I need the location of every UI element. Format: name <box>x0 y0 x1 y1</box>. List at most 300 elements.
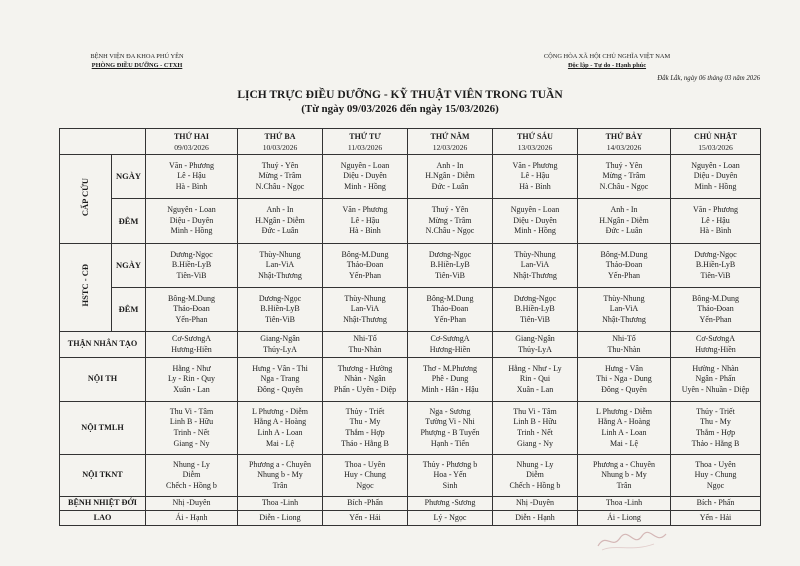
duty-entry: Yến - Hải <box>699 512 732 522</box>
duty-entry: Trinh - Nết <box>173 428 210 437</box>
duty-cell <box>146 332 238 358</box>
duty-cell <box>493 332 578 358</box>
duty-entry: Yến-Phan <box>175 314 208 324</box>
duty-entry: Nhật-Thương <box>343 314 387 324</box>
duty-cell <box>578 288 671 332</box>
department-label: NỘI TMLH <box>60 402 146 455</box>
day-header-row <box>60 129 761 155</box>
duty-cell <box>323 199 408 244</box>
day-name: THỨ NĂM <box>430 131 470 141</box>
shift-label: NGÀY <box>112 155 146 199</box>
department-label: NỘI TKNT <box>60 455 146 497</box>
duty-cell <box>408 455 493 497</box>
schedule-row <box>60 199 761 244</box>
duty-entry: Thùy-Nhung <box>259 249 301 259</box>
duty-cell <box>408 358 493 402</box>
schedule-row <box>60 358 761 402</box>
duty-entry: Diễn - Liong <box>259 512 301 522</box>
duty-entry: B.Hiền-LyB <box>515 304 555 314</box>
duty-entry: Ngọc <box>706 480 725 490</box>
duty-cell <box>493 288 578 332</box>
duty-entry: Bông-M.Dung <box>426 293 474 303</box>
duty-schedule-table <box>59 128 761 526</box>
department-label: BỆNH NHIỆT ĐỚI <box>60 497 146 511</box>
duty-entry: Nga - Sương <box>429 406 471 416</box>
duty-cell <box>323 288 408 332</box>
duty-entry: N.Châu - Ngọc <box>255 181 305 191</box>
duty-entry: Hoa - Yến <box>433 470 467 480</box>
duty-entry: Thủy - Triết <box>345 406 385 416</box>
duty-entry: Đức - Luân <box>261 226 299 236</box>
duty-entry: Thuý - Yên <box>605 160 643 170</box>
duty-cell <box>493 455 578 497</box>
duty-entry: Yến-Phan <box>608 270 640 280</box>
duty-cell <box>578 332 671 358</box>
duty-cell <box>323 358 408 402</box>
day-date: 10/03/2026 <box>262 142 298 152</box>
duty-entry: Hương-Hiền <box>695 344 736 354</box>
shift-label: ĐÊM <box>112 288 146 332</box>
duty-cell <box>493 402 578 455</box>
duty-entry: Thu Vi - Tâm <box>169 406 214 416</box>
duty-cell <box>493 358 578 402</box>
duty-entry: Nhị -Duyên <box>172 498 211 508</box>
duty-cell <box>578 511 671 526</box>
duty-cell <box>238 244 323 288</box>
duty-entry: Nhung b - My <box>601 470 647 480</box>
duty-entry: Giang - Ny <box>517 438 553 448</box>
schedule-row <box>60 455 761 497</box>
duty-entry: Thảo-Đoan <box>605 260 643 270</box>
duty-entry: Bông-M.Dung <box>600 249 648 259</box>
duty-cell <box>323 402 408 455</box>
duty-entry: Thùy-Nhung <box>514 249 556 259</box>
duty-entry: Hà - Bình <box>349 226 381 236</box>
duty-cell <box>578 199 671 244</box>
section-label: CẤP CỨU <box>80 178 91 217</box>
duty-entry: Minh - Hồng <box>170 226 213 236</box>
duty-entry: Mừng - Trâm <box>258 171 302 181</box>
duty-entry: Phê - Dung <box>431 374 469 384</box>
duty-entry: Thuý - Yên <box>431 205 469 215</box>
duty-entry: Mừng - Trâm <box>428 215 472 225</box>
duty-entry: Bông-M.Dung <box>692 293 739 303</box>
duty-entry: Lan-ViA <box>350 304 380 314</box>
duty-entry: Văn - Phương <box>692 205 738 215</box>
duty-entry: Nhật-Thương <box>602 314 646 324</box>
duty-entry: Nguyên - Loan <box>510 205 560 215</box>
duty-cell <box>671 455 761 497</box>
duty-entry: Mừng - Trâm <box>602 171 646 181</box>
duty-entry: Tiên-ViB <box>176 270 207 280</box>
duty-entry: Thùy-Nhung <box>603 293 645 303</box>
duty-entry: Văn - Phương <box>168 160 214 170</box>
duty-entry: Diệu - Duyên <box>169 215 214 225</box>
day-header <box>671 129 761 155</box>
duty-entry: Văn - Phương <box>512 160 558 170</box>
duty-entry: Diệu - Duyên <box>343 171 387 181</box>
duty-cell <box>238 511 323 526</box>
duty-entry: Lan-ViA <box>520 260 550 270</box>
duty-entry: Thi - Nga - Dung <box>596 374 652 384</box>
department-label: THẬN NHÂN TẠO <box>60 332 146 358</box>
duty-entry: Văn - Phương <box>342 205 388 215</box>
duty-cell <box>408 511 493 526</box>
duty-entry: Lan-ViA <box>609 304 639 314</box>
duty-cell <box>238 155 323 199</box>
duty-cell <box>493 511 578 526</box>
duty-entry: Trân <box>616 480 632 490</box>
duty-cell <box>238 402 323 455</box>
duty-entry: Hưng - Vân - Thi <box>252 363 308 373</box>
duty-entry: Thoa -Linh <box>261 498 299 508</box>
duty-entry: Linh A - Loan <box>601 428 647 437</box>
duty-entry: Diệu - Duyên <box>693 171 738 181</box>
document-subtitle: (Từ ngày 09/03/2026 đến ngày 15/03/2026) <box>301 103 499 115</box>
duty-entry: Lê - Hậu <box>177 171 206 181</box>
duty-entry: Thủy-LyA <box>263 344 297 354</box>
section-label-cell <box>60 155 112 244</box>
duty-entry: Hà - Bình <box>519 181 551 191</box>
duty-entry: Rin - Qui <box>519 374 551 384</box>
duty-entry: Diễn - Hạnh <box>515 512 555 522</box>
duty-entry: Yến - Hải <box>349 512 381 522</box>
duty-entry: Phương -Sương <box>424 498 476 508</box>
duty-entry: Anh - In <box>610 205 638 215</box>
duty-cell <box>671 332 761 358</box>
schedule-row <box>60 332 761 358</box>
duty-entry: Tiên-ViB <box>265 314 295 324</box>
duty-entry: Yến-Phan <box>699 314 732 324</box>
duty-entry: B.Hiền-LyB <box>171 260 212 270</box>
duty-entry: Thảo-Đoan <box>431 304 469 314</box>
duty-cell <box>408 332 493 358</box>
duty-cell <box>578 455 671 497</box>
duty-entry: Thùy-Nhung <box>344 293 386 303</box>
signature-stamp <box>592 526 672 554</box>
duty-entry: Hằng A - Hoàng <box>597 417 651 427</box>
day-date: 12/03/2026 <box>432 142 468 152</box>
duty-cell <box>323 511 408 526</box>
duty-entry: Nga - Trang <box>260 374 300 384</box>
day-header <box>578 129 671 155</box>
duty-entry: Ly - Rin - Quy <box>167 374 216 384</box>
duty-cell <box>323 332 408 358</box>
duty-cell <box>578 358 671 402</box>
duty-entry: Hương-Hiền <box>429 344 471 354</box>
duty-cell <box>238 332 323 358</box>
duty-entry: Hường - Nhàn <box>692 363 739 373</box>
schedule-row <box>60 244 761 288</box>
duty-entry: Thảo-Đoan <box>173 304 210 314</box>
duty-entry: Nhi-Tố <box>612 333 636 343</box>
duty-entry: Uyên - Nhuần - Diệp <box>681 384 750 394</box>
duty-entry: Lê - Hậu <box>701 215 730 225</box>
duty-cell <box>323 155 408 199</box>
duty-cell <box>671 511 761 526</box>
department-name: PHÒNG ĐIỀU DƯỠNG - CTXH <box>91 62 183 69</box>
duty-entry: Nhi-Tố <box>353 333 377 343</box>
duty-cell <box>238 199 323 244</box>
day-header <box>408 129 493 155</box>
duty-entry: Cơ-SươngA <box>171 333 212 343</box>
duty-entry: Chếch - Hồng b <box>166 480 217 490</box>
duty-cell <box>146 402 238 455</box>
duty-entry: Đông - Quyên <box>257 384 303 394</box>
duty-entry: Tường Vi - Nhi <box>425 417 475 427</box>
duty-entry: Phương a - Chuyên <box>248 459 312 469</box>
duty-entry: N.Châu - Ngọc <box>599 181 649 191</box>
day-date: 14/03/2026 <box>606 142 642 152</box>
hospital-name: BỆNH VIỆN ĐA KHOA PHÚ YÊN <box>90 53 184 60</box>
schedule-row <box>60 155 761 199</box>
duty-entry: Phấn - Uyên - Diệp <box>333 384 397 394</box>
duty-entry: Yến-Phan <box>434 314 466 324</box>
duty-entry: Thảo-Đoan <box>346 260 384 270</box>
duty-entry: Thu-Nhàn <box>348 344 382 354</box>
duty-cell <box>671 288 761 332</box>
duty-entry: Xuân - Lan <box>173 384 210 394</box>
duty-entry: Thu - My <box>700 417 731 427</box>
day-name: THỨ TƯ <box>349 131 381 141</box>
schedule-row <box>60 402 761 455</box>
duty-cell <box>408 155 493 199</box>
duty-entry: Hằng A - Hoàng <box>253 417 307 427</box>
duty-entry: Bông-M.Dung <box>168 293 215 303</box>
duty-entry: Hưng - Vân <box>605 363 643 373</box>
duty-cell <box>238 455 323 497</box>
duty-entry: Tiên-ViB <box>435 270 465 280</box>
duty-entry: Linh B - Hữu <box>169 417 214 427</box>
shift-label: ĐÊM <box>112 199 146 244</box>
duty-cell <box>671 497 761 511</box>
duty-entry: Hương-Hiền <box>171 344 212 354</box>
duty-entry: H.Ngân - Diễm <box>425 171 475 181</box>
duty-entry: Đức - Luân <box>431 181 469 191</box>
duty-entry: Thuý - Yên <box>261 160 299 170</box>
national-motto: Độc lập - Tự do - Hạnh phúc <box>567 62 647 69</box>
duty-entry: Anh - In <box>266 205 294 215</box>
duty-entry: Ái - Hạnh <box>175 512 208 522</box>
duty-cell <box>408 288 493 332</box>
duty-entry: Nhật-Thương <box>513 270 557 280</box>
duty-entry: Nhật-Thương <box>258 270 302 280</box>
duty-cell <box>146 199 238 244</box>
duty-entry: Giang-Ngân <box>515 333 555 343</box>
duty-cell <box>146 358 238 402</box>
duty-entry: Minh - Hồng <box>694 181 737 191</box>
duty-cell <box>578 497 671 511</box>
duty-entry: Huy - Chung <box>694 470 737 480</box>
duty-cell <box>578 244 671 288</box>
duty-entry: Ngọc <box>356 480 374 490</box>
duty-entry: Hà - Bình <box>699 226 732 236</box>
shift-label: NGÀY <box>112 244 146 288</box>
duty-cell <box>408 402 493 455</box>
day-date: 09/03/2026 <box>174 142 209 152</box>
department-label: NỘI TH <box>60 358 146 402</box>
duty-entry: Hạnh - Tiến <box>430 438 470 448</box>
duty-entry: Nhung b - My <box>257 470 303 480</box>
duty-entry: Thoa - Uyên <box>344 459 386 469</box>
national-header <box>532 52 682 70</box>
duty-entry: Mai - Lệ <box>610 438 638 448</box>
duty-entry: B.Hiền-LyB <box>260 304 300 314</box>
duty-entry: Thảo-Đoan <box>697 304 734 314</box>
duty-cell <box>146 244 238 288</box>
duty-entry: Minh - Hồng <box>344 181 386 191</box>
duty-entry: Huy - Chung <box>344 470 386 480</box>
duty-entry: L Phương - Diễm <box>251 406 309 416</box>
duty-entry: Chếch - Hồng b <box>509 480 561 490</box>
duty-cell <box>323 455 408 497</box>
duty-entry: Thủy - Phương b <box>422 459 478 469</box>
duty-cell <box>323 497 408 511</box>
day-name: THỨ BẢY <box>605 131 643 141</box>
day-date: 13/03/2026 <box>517 142 553 152</box>
duty-entry: Nhị -Duyên <box>516 498 554 508</box>
document-title: LỊCH TRỰC ĐIỀU DƯỠNG - KỸ THUẬT VIÊN TRONG TUẦN <box>237 89 563 101</box>
schedule-row <box>60 288 761 332</box>
issue-date: Đắk Lắk, ngày 06 tháng 03 năm 2026 <box>657 75 760 82</box>
duty-cell <box>671 244 761 288</box>
duty-entry: Lê - Hậu <box>520 171 550 181</box>
day-date: 11/03/2026 <box>347 142 383 152</box>
duty-entry: L Phương - Diễm <box>595 406 653 416</box>
duty-cell <box>578 402 671 455</box>
duty-cell <box>238 358 323 402</box>
duty-cell <box>323 244 408 288</box>
duty-entry: Trân <box>272 480 288 490</box>
duty-entry: Diễm <box>182 470 201 480</box>
duty-cell <box>146 497 238 511</box>
duty-entry: Trinh - Nết <box>517 428 553 437</box>
duty-entry: Dương-Ngọc <box>170 249 213 259</box>
duty-cell <box>493 199 578 244</box>
duty-entry: Thoa - Uyên <box>695 459 736 469</box>
duty-entry: Sinh <box>442 480 458 490</box>
duty-entry: Đức - Luân <box>605 226 643 236</box>
duty-entry: Nhàn - Ngân <box>344 374 386 384</box>
hospital-header <box>72 52 202 70</box>
duty-entry: Diễm <box>526 470 544 480</box>
duty-entry: Nguyên - Loan <box>340 160 390 170</box>
duty-cell <box>493 497 578 511</box>
duty-entry: Anh - In <box>436 160 464 170</box>
duty-entry: Linh A - Loan <box>257 428 303 437</box>
department-label: LAO <box>60 511 146 526</box>
duty-entry: B.Hiền-LyB <box>695 260 736 270</box>
duty-entry: Hằng - Như <box>172 363 211 373</box>
section-label-cell <box>60 244 112 332</box>
duty-entry: Linh B - Hữu <box>513 417 557 427</box>
corner-cell <box>60 129 146 155</box>
duty-entry: Thủy-LyA <box>518 344 552 354</box>
duty-cell <box>146 511 238 526</box>
duty-entry: Lan-ViA <box>265 260 295 270</box>
duty-entry: H.Ngân - Diễm <box>255 215 305 225</box>
duty-entry: Thủy - Triết <box>696 406 735 416</box>
duty-entry: Thảo - Hằng B <box>341 438 389 448</box>
duty-entry: Nhung - Ly <box>516 459 554 469</box>
day-date: 15/03/2026 <box>698 142 733 152</box>
duty-entry: Tiên-ViB <box>520 314 550 324</box>
duty-cell <box>146 288 238 332</box>
duty-entry: Phương a - Chuyên <box>592 459 656 469</box>
duty-entry: Mai - Lệ <box>266 438 294 448</box>
duty-entry: Thắm - Hợp <box>695 428 736 437</box>
duty-entry: Dương-Ngọc <box>428 249 472 259</box>
section-label: HSTC - CĐ <box>80 264 91 307</box>
duty-entry: Ái - Liong <box>607 512 641 522</box>
duty-entry: Thơ - M.Phương <box>423 363 477 373</box>
schedule-row <box>60 497 761 511</box>
duty-entry: Cơ-SươngA <box>430 333 470 343</box>
duty-entry: N.Châu - Ngọc <box>425 226 475 236</box>
duty-entry: Ngân - Phấn <box>695 374 736 384</box>
duty-entry: Nguyên - Loan <box>167 205 216 215</box>
duty-entry: Diệu - Duyên <box>513 215 557 225</box>
duty-entry: Tiên-ViB <box>700 270 731 280</box>
schedule-row <box>60 511 761 526</box>
duty-cell <box>493 244 578 288</box>
duty-entry: Minh - Hồng <box>514 226 556 236</box>
day-name: THỨ BA <box>264 131 296 141</box>
duty-entry: Nguyên - Loan <box>691 160 740 170</box>
day-name: THỨ HAI <box>173 131 210 141</box>
day-header <box>238 129 323 155</box>
duty-entry: Lý - Ngọc <box>433 512 467 522</box>
duty-entry: Dương-Ngọc <box>513 293 557 303</box>
duty-entry: Nhung - Ly <box>173 459 210 469</box>
duty-entry: Thu - My <box>349 417 381 427</box>
duty-cell <box>671 199 761 244</box>
day-name: THỨ SÁU <box>517 131 553 141</box>
duty-entry: Bông-M.Dung <box>341 249 389 259</box>
day-name: CHỦ NHẬT <box>694 131 737 141</box>
duty-entry: Lê - Hậu <box>350 215 380 225</box>
republic-name: CỘNG HÒA XÃ HỘI CHỦ NGHĨA VIỆT NAM <box>543 53 671 60</box>
duty-cell <box>578 155 671 199</box>
duty-cell <box>408 199 493 244</box>
duty-cell <box>671 358 761 402</box>
duty-entry: Yến-Phan <box>349 270 381 280</box>
duty-entry: Thắm - Hợp <box>345 428 385 437</box>
duty-entry: Dương-Ngọc <box>258 293 302 303</box>
duty-entry: Cơ-SươngA <box>695 333 736 343</box>
duty-entry: Dương-Ngọc <box>694 249 737 259</box>
duty-entry: Phượng - B Tuyến <box>420 428 480 437</box>
duty-entry: H.Ngân - Diễm <box>599 215 649 225</box>
duty-cell <box>408 497 493 511</box>
duty-entry: Thu Vi - Tâm <box>513 406 557 416</box>
day-header <box>323 129 408 155</box>
duty-cell <box>238 288 323 332</box>
duty-entry: Xuân - Lan <box>516 384 554 394</box>
duty-cell <box>146 155 238 199</box>
duty-cell <box>408 244 493 288</box>
duty-cell <box>493 155 578 199</box>
duty-entry: Bích -Phấn <box>347 498 383 508</box>
duty-entry: Giang-Ngân <box>260 333 300 343</box>
duty-entry: Minh - Hân - Hậu <box>421 384 479 394</box>
duty-cell <box>671 402 761 455</box>
duty-entry: Giang - Ny <box>173 438 210 448</box>
duty-cell <box>671 155 761 199</box>
duty-cell <box>238 497 323 511</box>
duty-entry: Hà - Bình <box>175 181 208 191</box>
day-header <box>146 129 238 155</box>
